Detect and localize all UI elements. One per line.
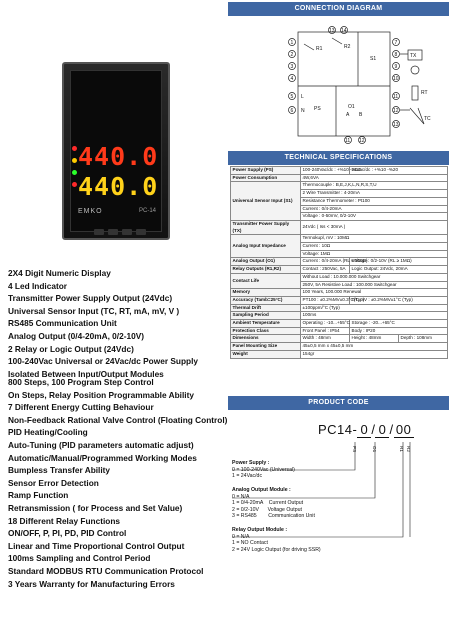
technical-specifications-header: TECHNICAL SPECIFICATIONS — [228, 151, 449, 165]
spec-row — [231, 312, 448, 320]
module-option: 2 = 24V Logic Output (for driving SSR) — [232, 546, 321, 553]
module-title: Power Supply : — [232, 460, 270, 466]
module-option: 1 = 24Vac/dc — [232, 473, 263, 479]
svg-text:4: 4 — [290, 76, 294, 82]
spec-row — [231, 296, 448, 304]
feature-item: 3 Years Warranty for Manufacturing Errors — [8, 578, 175, 589]
spec-label: Analog Input Impedance — [231, 235, 301, 258]
feature-item: Universal Sensor Input (TC, RT, mA, mV, V ) — [8, 305, 180, 316]
spec-value: T/C,mV : ±0.2%MV±1°C (Typ) — [350, 296, 448, 304]
spec-value: 100-240Vac/dc : +%10 -%15 — [301, 167, 350, 175]
svg-text:8: 8 — [394, 52, 398, 58]
feature-item: PID Heating/Cooling — [8, 427, 88, 438]
svg-text:12: 12 — [393, 108, 399, 114]
spec-row — [231, 266, 448, 274]
led-1 — [72, 146, 77, 151]
spec-value: ±100ppm/°C (Typ) — [301, 304, 448, 312]
code-prefix: PC14- — [318, 422, 358, 437]
svg-text:A: A — [346, 112, 350, 118]
device-brand: EMKO — [78, 208, 103, 215]
right-column — [228, 0, 449, 640]
led-3 — [72, 170, 77, 175]
feature-item: Sensor Error Detection — [8, 477, 99, 488]
svg-text:12: 12 — [359, 138, 365, 144]
slot-label-ps: PS — [352, 446, 357, 453]
spec-value: 45±0,5 mm x 45±0,5 mm — [301, 343, 448, 351]
feature-item: Analog Output (0/4-20mA, 0/2-10V) — [8, 330, 144, 341]
spec-row — [231, 174, 448, 182]
module-option: 1 = NO Contact — [232, 540, 268, 546]
feature-list-hardware — [8, 267, 198, 380]
led-4 — [72, 182, 77, 187]
spec-value: Voltage: 1MΩ — [301, 250, 448, 258]
neutral-label: N — [301, 108, 305, 114]
spec-label: Power Supply (PS) — [231, 167, 301, 175]
power-supply-label: PS — [314, 106, 321, 112]
led-2 — [72, 158, 77, 163]
module-option: 2 = 0/2-10V Voltage Output — [232, 506, 302, 513]
spec-value: 100 Years, 100.000 Renewal — [301, 289, 448, 297]
svg-text:11: 11 — [345, 138, 351, 144]
rt-label: RT — [421, 90, 428, 96]
slot-label-r1: R1 — [399, 446, 404, 452]
sensor-input-label: S1 — [370, 56, 377, 62]
feature-item: Ramp Function — [8, 490, 69, 501]
svg-text:10: 10 — [393, 76, 399, 82]
analog-output-label: O1 — [348, 104, 355, 110]
feature-item: 7 Different Energy Cutting Behaviour — [8, 402, 154, 413]
feature-item: 2 Relay or Logic Output (24Vdc) — [8, 343, 134, 354]
spec-value: Width : 48mm — [301, 335, 350, 343]
spec-value: Current : 0/4-20mA — [301, 205, 448, 213]
svg-text:9: 9 — [394, 64, 398, 70]
spec-label: Transmitter Power Supply (TX) — [231, 220, 301, 234]
spec-row — [231, 182, 448, 190]
spec-row — [231, 220, 448, 234]
svg-text:5: 5 — [290, 94, 294, 100]
tc-label: TC — [424, 116, 431, 122]
wiring-schematic — [284, 24, 444, 146]
svg-text:13: 13 — [329, 28, 335, 34]
spec-value: 2 Wire Transmitter : 4-20mA — [301, 190, 448, 198]
device-keypad — [94, 222, 154, 230]
spec-label: Accuracy (Tamb=25°C) — [231, 296, 301, 304]
spec-row — [231, 167, 448, 175]
feature-item: Auto-Tuning (PID parameters automatic adjust) — [8, 439, 194, 450]
product-code: PC14- 0 / 0 / 00 — [318, 422, 414, 438]
spec-value: Height : 48mm — [350, 335, 399, 343]
module-title: Relay Output Module : — [232, 527, 288, 533]
module-analog-output — [232, 487, 315, 520]
spec-row — [231, 327, 448, 335]
feature-item: Transmitter Power Supply Output (24Vdc) — [8, 293, 173, 304]
spec-value: 154gr — [301, 350, 448, 358]
feature-item: Bumpless Transfer Ability — [8, 465, 111, 476]
module-relay-output — [232, 527, 321, 553]
spec-row — [231, 304, 448, 312]
feature-item: 100ms Sampling and Control Period — [8, 553, 151, 564]
spec-value: Front Panel : IP54 — [301, 327, 350, 335]
controller-device-image — [62, 62, 170, 240]
spec-row — [231, 320, 448, 328]
set-value-display: 440.0 — [78, 172, 159, 201]
feature-item: Linear and Time Proportional Control Output — [8, 540, 185, 551]
spec-value: 100ms — [301, 312, 448, 320]
line-label: L — [301, 94, 304, 100]
module-power-supply — [232, 460, 295, 480]
spec-table — [230, 166, 448, 359]
spec-label: Thermal Drift — [231, 304, 301, 312]
module-option: 0 = N/A — [232, 493, 250, 500]
spec-label: Weight — [231, 350, 301, 358]
feature-item: Non-Feedback Rational Valve Control (Floating Control) — [8, 414, 228, 425]
spec-label: Ambient Temperature — [231, 320, 301, 328]
spec-row — [231, 235, 448, 243]
spec-row — [231, 335, 448, 343]
spec-label: Sampling Period — [231, 312, 301, 320]
feature-item: On Steps, Relay Position Programmable Ability — [8, 389, 194, 400]
svg-text:13: 13 — [393, 122, 399, 128]
spec-value: Body : IP20 — [350, 327, 448, 335]
relay2-label: R2 — [344, 44, 351, 50]
spec-label: Memory — [231, 289, 301, 297]
svg-text:1: 1 — [290, 40, 294, 46]
device-model: PC-14 — [138, 208, 156, 214]
svg-text:B: B — [359, 112, 363, 118]
slot-label-r2: R2 — [406, 446, 411, 452]
feature-item: Automatic/Manual/Programmed Working Modes — [8, 452, 197, 463]
connection-diagram-header: CONNECTION DIAGRAM — [228, 2, 449, 16]
slot-label-o1: O1 — [372, 446, 377, 453]
feature-item: RS485 Communication Unit — [8, 318, 117, 329]
spec-row — [231, 273, 448, 281]
spec-label: Relay Outputs (R1,R2) — [231, 266, 301, 274]
spec-value: Logic Output: 24Vdc, 20mA — [350, 266, 448, 274]
feature-item: 18 Different Relay Functions — [8, 515, 121, 526]
feature-item: Standard MODBUS RTU Communication Protocol — [8, 565, 204, 576]
spec-value: Termokupl, mV : 10MΩ — [301, 235, 448, 243]
svg-text:11: 11 — [393, 94, 399, 100]
spec-value: Thermocouple : B,E,J,K,L,N,R,S,T,U — [301, 182, 448, 190]
feature-item: 800 Steps, 100 Program Step Control — [8, 377, 154, 387]
spec-value: Contact : 250Vac, 5A — [301, 266, 350, 274]
spec-label: Protection Class — [231, 327, 301, 335]
spec-label: Analog Output (O1) — [231, 258, 301, 266]
spec-value: Without Load : 10.000.000 Switchgear — [301, 273, 448, 281]
spec-label: Contact Life — [231, 273, 301, 288]
svg-text:14: 14 — [341, 28, 347, 34]
svg-text:6: 6 — [290, 108, 294, 114]
spec-value: 4W,6VA — [301, 174, 448, 182]
spec-value: Voltage : 0/2-10V (RL ≥ 1MΩ) — [350, 258, 448, 266]
process-value-display: 440.0 — [78, 142, 159, 171]
feature-item: 100-240Vac Universal or 24Vac/dc Power Supply — [8, 356, 199, 367]
feature-list-software — [8, 376, 227, 590]
module-title: Analog Output Module : — [232, 487, 291, 493]
spec-value: 250V, 5A Resistive Load : 100.000 Switchgear — [301, 281, 448, 289]
feature-item: ON/OFF, P, PI, PD, PID Control — [8, 528, 127, 539]
feature-item: Isolated Between Input/Output Modules — [8, 368, 164, 379]
code-slot-o1: 0 — [375, 422, 389, 438]
spec-value: Depth : 108mm — [399, 335, 448, 343]
spec-row — [231, 289, 448, 297]
module-option: 0 = N/A — [232, 533, 250, 540]
code-connector-lines — [348, 440, 418, 570]
spec-value: 24Vac/dc : +%10 -%20 — [350, 167, 448, 175]
spec-row — [231, 350, 448, 358]
spec-label: Panel Mounting Size — [231, 343, 301, 351]
spec-value: Voltage : 0-50mV, 0/2-10V — [301, 213, 448, 221]
code-slot-relays: 00 — [394, 422, 414, 438]
spec-value: Storage : -20...+65°C — [350, 320, 448, 328]
connection-diagram — [284, 24, 444, 146]
spec-value: Resistance Thermometer : Pt100 — [301, 197, 448, 205]
product-code-header: PRODUCT CODE — [228, 396, 449, 410]
module-option: 1 = 0/4-20mA Current Output — [232, 500, 304, 506]
spec-value: Current : 0/4-20mA (RL ≤ 500Ω) — [301, 258, 350, 266]
svg-text:7: 7 — [394, 40, 398, 46]
spec-value: Current : 10Ω — [301, 243, 448, 251]
svg-text:3: 3 — [290, 64, 294, 70]
spec-label: Universal Sensor Input (S1) — [231, 182, 301, 221]
transmitter-label: TX — [410, 53, 417, 59]
spec-value: 24Vdc ( Iss < 30mA ) — [301, 220, 448, 234]
svg-text:2: 2 — [290, 52, 294, 58]
spec-value: PT100 : ±0.2%MV±0.3°C(Typ) — [301, 296, 350, 304]
spec-row — [231, 258, 448, 266]
feature-item: 2X4 Digit Numeric Display — [8, 268, 111, 278]
spec-value: Operating : -10...+55°C — [301, 320, 350, 328]
relay1-label: R1 — [316, 46, 323, 52]
module-option: 0 = 100-240Vac (Universal) — [232, 466, 295, 473]
spec-label: Power Consumption — [231, 174, 301, 182]
feature-item: 4 Led Indicator — [8, 280, 68, 291]
module-option: 3 = RS485 Communication Unit — [232, 513, 315, 519]
spec-label: Dimensions — [231, 335, 301, 343]
feature-item: Retransmission ( for Process and Set Value) — [8, 502, 183, 513]
code-slot-ps: 0 — [357, 422, 371, 438]
spec-row — [231, 343, 448, 351]
